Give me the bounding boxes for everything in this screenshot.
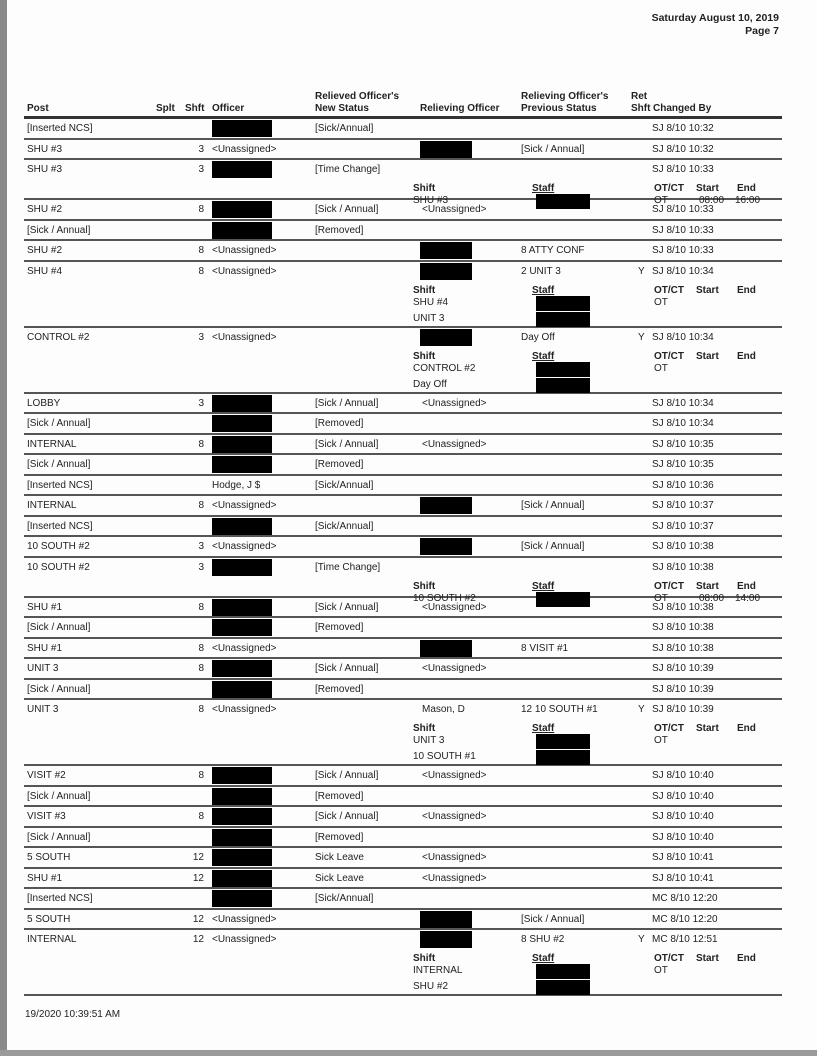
table-row bbox=[24, 889, 782, 910]
post-cell: [Sick / Annual] bbox=[27, 622, 91, 633]
officer-cell: <Unassigned> bbox=[212, 331, 277, 343]
prev-status-cell: 8 SHU #2 bbox=[521, 934, 565, 945]
post-cell: [Inserted NCS] bbox=[27, 520, 93, 532]
redaction-staff bbox=[536, 980, 590, 995]
otct-value: OT bbox=[654, 735, 668, 746]
redaction-relieving bbox=[420, 931, 472, 948]
end-label: End bbox=[737, 953, 756, 964]
table-row bbox=[24, 537, 782, 558]
post-cell: SHU #3 bbox=[27, 164, 63, 175]
redaction-officer bbox=[212, 415, 272, 432]
officer-cell: <Unassigned> bbox=[212, 704, 277, 715]
post-cell: VISIT #2 bbox=[27, 770, 66, 781]
table-row bbox=[24, 558, 782, 604]
prev-status-cell: [Sick / Annual] bbox=[521, 143, 585, 155]
redaction-officer bbox=[212, 120, 272, 137]
table-row bbox=[24, 700, 782, 766]
redaction-officer bbox=[212, 436, 272, 453]
table-row bbox=[24, 221, 782, 242]
new-status-cell: [Sick/Annual] bbox=[315, 520, 374, 532]
prev-status-cell: Day Off bbox=[521, 331, 555, 343]
post-cell: [Sick / Annual] bbox=[27, 831, 91, 843]
new-status-cell: [Sick / Annual] bbox=[315, 770, 379, 781]
shift-value: CONTROL #2 bbox=[413, 362, 476, 374]
otct-value: OT bbox=[654, 592, 668, 604]
shft-cell: 8 bbox=[198, 438, 204, 450]
col-new-status-line2: New Status bbox=[315, 103, 369, 114]
new-status-cell: [Removed] bbox=[315, 418, 364, 429]
table-row bbox=[24, 869, 782, 890]
col-new-status-line1: Relieved Officer's bbox=[315, 91, 400, 102]
changed-by-cell: SJ 8/10 10:33 bbox=[652, 204, 714, 215]
end-label: End bbox=[737, 580, 756, 592]
scan-edge bbox=[0, 0, 7, 1056]
relieving-cell: <Unassigned> bbox=[422, 852, 487, 863]
relieving-cell: <Unassigned> bbox=[422, 770, 487, 781]
shift-value: 10 SOUTH #2 bbox=[413, 592, 476, 604]
redaction-staff bbox=[536, 312, 590, 327]
new-status-cell: Sick Leave bbox=[315, 852, 364, 863]
new-status-cell: [Removed] bbox=[315, 831, 364, 843]
redaction-officer bbox=[212, 518, 272, 535]
post-cell: UNIT 3 bbox=[27, 704, 59, 715]
start-label: Start bbox=[696, 723, 719, 734]
shft-cell: 12 bbox=[192, 872, 204, 884]
relieving-cell: <Unassigned> bbox=[422, 872, 487, 884]
redaction-relieving bbox=[420, 640, 472, 657]
end-label: End bbox=[737, 183, 756, 194]
end-label: End bbox=[737, 350, 756, 362]
redaction-officer bbox=[212, 456, 272, 473]
otct-label: OT/CT bbox=[654, 183, 684, 194]
officer-cell: <Unassigned> bbox=[212, 934, 277, 945]
otct-label: OT/CT bbox=[654, 953, 684, 964]
start-value: 08:00 bbox=[699, 195, 725, 206]
post-cell: [Sick / Annual] bbox=[27, 224, 91, 236]
new-status-cell: [Sick / Annual] bbox=[315, 601, 379, 613]
post-cell: SHU #3 bbox=[27, 143, 63, 155]
changed-by-cell: SJ 8/10 10:34 bbox=[652, 265, 714, 277]
shft-cell: 8 bbox=[198, 770, 204, 781]
post-cell: [Sick / Annual] bbox=[27, 418, 91, 429]
table-row bbox=[24, 680, 782, 701]
relieving-cell: <Unassigned> bbox=[422, 204, 487, 215]
shft-cell: 8 bbox=[198, 245, 204, 256]
end-value: 14:00 bbox=[735, 592, 761, 604]
post-cell: CONTROL #2 bbox=[27, 331, 90, 343]
post-cell: VISIT #3 bbox=[27, 811, 66, 822]
changed-by-cell: SJ 8/10 10:40 bbox=[652, 811, 714, 822]
changed-by-cell: SJ 8/10 10:38 bbox=[652, 622, 714, 633]
start-label: Start bbox=[696, 580, 719, 592]
table-row bbox=[24, 517, 782, 538]
otct-value: OT bbox=[654, 362, 668, 374]
prev-status-cell: 2 UNIT 3 bbox=[521, 265, 561, 277]
table-row bbox=[24, 807, 782, 828]
shft-cell: 3 bbox=[198, 143, 204, 155]
changed-by-cell: SJ 8/10 10:37 bbox=[652, 500, 714, 511]
redaction-relieving bbox=[420, 329, 472, 346]
prev-status-cell: 8 VISIT #1 bbox=[521, 642, 569, 654]
table-row bbox=[24, 241, 782, 262]
col-changed-by: Changed By bbox=[653, 103, 712, 114]
redaction-staff bbox=[536, 964, 590, 979]
col-prev-status bbox=[521, 91, 608, 115]
changed-by-cell: SJ 8/10 10:34 bbox=[652, 331, 714, 343]
post-cell: SHU #4 bbox=[27, 265, 63, 277]
changed-by-cell: SJ 8/10 10:32 bbox=[652, 143, 714, 155]
prev-status-cell: [Sick / Annual] bbox=[521, 500, 585, 511]
scan-edge-bottom bbox=[0, 1050, 817, 1056]
shft-cell: 12 bbox=[192, 934, 204, 945]
changed-by-cell: SJ 8/10 10:40 bbox=[652, 790, 714, 802]
shft-cell: 8 bbox=[198, 642, 204, 654]
shft-cell: 8 bbox=[198, 811, 204, 822]
table-row bbox=[24, 414, 782, 435]
shft-cell: 3 bbox=[198, 397, 204, 409]
post-cell: [Inserted NCS] bbox=[27, 123, 93, 134]
prev-status-cell: [Sick / Annual] bbox=[521, 541, 585, 552]
changed-by-cell: SJ 8/10 10:37 bbox=[652, 520, 714, 532]
start-label: Start bbox=[696, 953, 719, 964]
shift-value: UNIT 3 bbox=[413, 735, 445, 746]
redaction-officer bbox=[212, 201, 272, 218]
officer-cell: <Unassigned> bbox=[212, 913, 277, 925]
changed-by-cell: SJ 8/10 10:33 bbox=[652, 245, 714, 256]
redaction-officer bbox=[212, 222, 272, 239]
changed-by-cell: MC 8/10 12:20 bbox=[652, 893, 718, 904]
otct-label: OT/CT bbox=[654, 284, 684, 296]
officer-cell: <Unassigned> bbox=[212, 143, 277, 155]
otct-value: OT bbox=[654, 296, 668, 308]
changed-by-cell: SJ 8/10 10:38 bbox=[652, 642, 714, 654]
shift-label: Shift bbox=[413, 183, 436, 194]
post-cell: SHU #2 bbox=[27, 204, 63, 215]
shft-cell: 12 bbox=[192, 852, 204, 863]
print-timestamp: 19/2020 10:39:51 AM bbox=[25, 1009, 121, 1020]
shift-label: Shift bbox=[413, 350, 436, 362]
shft-cell: 3 bbox=[198, 541, 204, 552]
redaction-officer bbox=[212, 660, 272, 677]
page-number: Page 7 bbox=[745, 25, 779, 37]
staff-label: Staff bbox=[532, 183, 555, 194]
col-new-status bbox=[315, 91, 399, 115]
redaction-relieving bbox=[420, 263, 472, 280]
shft-cell: 8 bbox=[198, 265, 204, 277]
table-row bbox=[24, 200, 782, 221]
col-prev-status-line1: Relieving Officer's bbox=[521, 91, 609, 102]
ret-cell: Y bbox=[638, 704, 645, 715]
col-officer: Officer bbox=[212, 103, 245, 114]
changed-by-cell: SJ 8/10 10:36 bbox=[652, 479, 714, 491]
new-status-cell: [Removed] bbox=[315, 622, 364, 633]
redaction-relieving bbox=[420, 497, 472, 514]
new-status-cell: [Removed] bbox=[315, 224, 364, 236]
staff-label: Staff bbox=[532, 953, 555, 964]
prev-status-cell: 12 10 SOUTH #1 bbox=[521, 704, 598, 715]
redaction-relieving bbox=[420, 242, 472, 259]
table-row bbox=[24, 618, 782, 639]
redaction-officer bbox=[212, 619, 272, 636]
redaction-officer bbox=[212, 829, 272, 846]
changed-by-cell: SJ 8/10 10:39 bbox=[652, 663, 714, 674]
post-cell: SHU #1 bbox=[27, 642, 63, 654]
new-status-cell: [Sick / Annual] bbox=[315, 204, 379, 215]
post-cell: SHU #1 bbox=[27, 872, 63, 884]
changed-by-cell: SJ 8/10 10:41 bbox=[652, 852, 714, 863]
new-status-cell: [Sick / Annual] bbox=[315, 438, 379, 450]
new-status-cell: [Time Change] bbox=[315, 164, 381, 175]
redaction-officer bbox=[212, 161, 272, 178]
shft-cell: 8 bbox=[198, 601, 204, 613]
redaction-officer bbox=[212, 559, 272, 576]
changed-by-cell: SJ 8/10 10:35 bbox=[652, 438, 714, 450]
shft-cell: 8 bbox=[198, 663, 204, 674]
changed-by-cell: MC 8/10 12:51 bbox=[652, 934, 718, 945]
shift-value: SHU #4 bbox=[413, 296, 449, 308]
post-cell: 10 SOUTH #2 bbox=[27, 541, 90, 552]
table-row bbox=[24, 455, 782, 476]
officer-cell: <Unassigned> bbox=[212, 245, 277, 256]
table-row bbox=[24, 766, 782, 787]
col-prev-status-line2: Previous Status bbox=[521, 103, 597, 114]
col-ret-shft bbox=[631, 91, 650, 115]
relieving-cell: Mason, D bbox=[422, 704, 465, 715]
table-row bbox=[24, 435, 782, 456]
redaction-officer bbox=[212, 599, 272, 616]
redaction-officer bbox=[212, 849, 272, 866]
relieving-cell: <Unassigned> bbox=[422, 601, 487, 613]
post-cell: 5 SOUTH bbox=[27, 852, 71, 863]
officer-cell: <Unassigned> bbox=[212, 265, 277, 277]
table-row bbox=[24, 639, 782, 660]
changed-by-cell: SJ 8/10 10:40 bbox=[652, 831, 714, 843]
redaction-relieving bbox=[420, 911, 472, 928]
relieving-cell: <Unassigned> bbox=[422, 811, 487, 822]
table-row bbox=[24, 828, 782, 849]
shft-cell: 8 bbox=[198, 500, 204, 511]
shift-value: INTERNAL bbox=[413, 965, 463, 976]
table-row bbox=[24, 140, 782, 161]
redaction-officer bbox=[212, 808, 272, 825]
table-row bbox=[24, 930, 782, 996]
redaction-officer bbox=[212, 890, 272, 907]
col-ret-line1: Ret bbox=[631, 91, 648, 102]
ret-cell: Y bbox=[638, 934, 645, 945]
changed-by-cell: SJ 8/10 10:34 bbox=[652, 397, 714, 409]
otct-label: OT/CT bbox=[654, 350, 684, 362]
col-ret-line2: Shft bbox=[631, 103, 651, 114]
post-cell: UNIT 3 bbox=[27, 663, 59, 674]
report-date: Saturday August 10, 2019 bbox=[651, 12, 779, 24]
redaction-officer bbox=[212, 767, 272, 784]
shft-cell: 12 bbox=[192, 913, 204, 925]
redaction-officer bbox=[212, 870, 272, 887]
changed-by-cell: SJ 8/10 10:38 bbox=[652, 601, 714, 613]
new-status-cell: [Sick / Annual] bbox=[315, 663, 379, 674]
table-row bbox=[24, 262, 782, 328]
changed-by-cell: MC 8/10 12:20 bbox=[652, 913, 718, 925]
end-label: End bbox=[737, 723, 756, 734]
redaction-officer bbox=[212, 681, 272, 698]
shft-cell: 8 bbox=[198, 704, 204, 715]
shft-cell: 3 bbox=[198, 164, 204, 175]
officer-cell: <Unassigned> bbox=[212, 642, 277, 654]
shift-label: Shift bbox=[413, 284, 436, 296]
staff-label: Staff bbox=[532, 723, 555, 734]
start-label: Start bbox=[696, 350, 719, 362]
shft-cell: 3 bbox=[198, 561, 204, 573]
table-row bbox=[24, 659, 782, 680]
shft-cell: 8 bbox=[198, 204, 204, 215]
col-post: Post bbox=[27, 103, 49, 114]
redaction-staff bbox=[536, 750, 590, 765]
post-cell: INTERNAL bbox=[27, 500, 77, 511]
table-row bbox=[24, 848, 782, 869]
post-cell: LOBBY bbox=[27, 397, 61, 409]
post-cell: INTERNAL bbox=[27, 934, 77, 945]
shift-label: Shift bbox=[413, 723, 436, 734]
col-shft: Shft bbox=[185, 103, 205, 114]
new-status-cell: [Sick / Annual] bbox=[315, 397, 379, 409]
shift-value: SHU #3 bbox=[413, 195, 449, 206]
ret-cell: Y bbox=[638, 265, 645, 277]
post-cell: INTERNAL bbox=[27, 438, 77, 450]
redaction-staff bbox=[536, 362, 590, 377]
start-label: Start bbox=[696, 284, 719, 296]
officer-cell: Hodge, J $ bbox=[212, 479, 261, 491]
new-status-cell: [Time Change] bbox=[315, 561, 381, 573]
end-label: End bbox=[737, 284, 756, 296]
redaction-relieving bbox=[420, 538, 472, 555]
post-cell: [Sick / Annual] bbox=[27, 683, 91, 695]
changed-by-cell: SJ 8/10 10:34 bbox=[652, 418, 714, 429]
post-cell: SHU #2 bbox=[27, 245, 63, 256]
new-status-cell: [Sick/Annual] bbox=[315, 123, 374, 134]
table-row bbox=[24, 328, 782, 394]
otct-label: OT/CT bbox=[654, 723, 684, 734]
changed-by-cell: SJ 8/10 10:33 bbox=[652, 164, 714, 175]
table-row bbox=[24, 910, 782, 931]
otct-label: OT/CT bbox=[654, 580, 684, 592]
table-row bbox=[24, 119, 782, 140]
table-row bbox=[24, 496, 782, 517]
post-cell: [Sick / Annual] bbox=[27, 459, 91, 470]
end-value: 16:00 bbox=[735, 195, 761, 206]
post-cell: 5 SOUTH bbox=[27, 913, 71, 925]
prev-status-cell: 8 ATTY CONF bbox=[521, 245, 585, 256]
redaction-staff bbox=[536, 378, 590, 393]
redaction-relieving bbox=[420, 141, 472, 158]
post-cell: [Inserted NCS] bbox=[27, 893, 93, 904]
new-status-cell: [Sick/Annual] bbox=[315, 479, 374, 491]
start-value: 08:00 bbox=[699, 592, 725, 604]
post-cell: [Sick / Annual] bbox=[27, 790, 91, 802]
officer-cell: <Unassigned> bbox=[212, 500, 277, 511]
start-label: Start bbox=[696, 183, 719, 194]
redaction-officer bbox=[212, 788, 272, 805]
staff-label: Staff bbox=[532, 350, 555, 362]
table-row bbox=[24, 787, 782, 808]
staff-label: Staff bbox=[532, 580, 555, 592]
shift-label: Shift bbox=[413, 580, 436, 592]
shift-value: 10 SOUTH #1 bbox=[413, 751, 476, 762]
table-row bbox=[24, 476, 782, 497]
col-relieving: Relieving Officer bbox=[420, 103, 500, 114]
otct-value: OT bbox=[654, 195, 668, 206]
shift-value: SHU #2 bbox=[413, 981, 449, 992]
new-status-cell: [Sick/Annual] bbox=[315, 893, 374, 904]
changed-by-cell: SJ 8/10 10:41 bbox=[652, 872, 714, 884]
relieving-cell: <Unassigned> bbox=[422, 397, 487, 409]
shft-cell: 3 bbox=[198, 331, 204, 343]
redaction-staff bbox=[536, 296, 590, 311]
changed-by-cell: SJ 8/10 10:38 bbox=[652, 541, 714, 552]
col-splt: Splt bbox=[156, 103, 175, 114]
table-row bbox=[24, 160, 782, 206]
staff-label: Staff bbox=[532, 284, 555, 296]
shift-label: Shift bbox=[413, 953, 436, 964]
changed-by-cell: SJ 8/10 10:39 bbox=[652, 704, 714, 715]
new-status-cell: [Removed] bbox=[315, 459, 364, 470]
new-status-cell: [Removed] bbox=[315, 790, 364, 802]
changed-by-cell: SJ 8/10 10:32 bbox=[652, 123, 714, 134]
officer-cell: <Unassigned> bbox=[212, 541, 277, 552]
prev-status-cell: [Sick / Annual] bbox=[521, 913, 585, 925]
ret-cell: Y bbox=[638, 331, 645, 343]
post-cell: 10 SOUTH #2 bbox=[27, 561, 90, 573]
shift-value: Day Off bbox=[413, 378, 447, 390]
table-row bbox=[24, 394, 782, 415]
relieving-cell: <Unassigned> bbox=[422, 663, 487, 674]
new-status-cell: Sick Leave bbox=[315, 872, 364, 884]
post-cell: [Inserted NCS] bbox=[27, 479, 93, 491]
redaction-staff bbox=[536, 734, 590, 749]
changed-by-cell: SJ 8/10 10:39 bbox=[652, 683, 714, 695]
changed-by-cell: SJ 8/10 10:35 bbox=[652, 459, 714, 470]
changed-by-cell: SJ 8/10 10:38 bbox=[652, 561, 714, 573]
otct-value: OT bbox=[654, 965, 668, 976]
post-cell: SHU #1 bbox=[27, 601, 63, 613]
relieving-cell: <Unassigned> bbox=[422, 438, 487, 450]
new-status-cell: [Removed] bbox=[315, 683, 364, 695]
redaction-officer bbox=[212, 395, 272, 412]
changed-by-cell: SJ 8/10 10:40 bbox=[652, 770, 714, 781]
shift-value: UNIT 3 bbox=[413, 312, 445, 324]
new-status-cell: [Sick / Annual] bbox=[315, 811, 379, 822]
change-log-table bbox=[24, 119, 782, 996]
changed-by-cell: SJ 8/10 10:33 bbox=[652, 224, 714, 236]
table-row bbox=[24, 598, 782, 619]
